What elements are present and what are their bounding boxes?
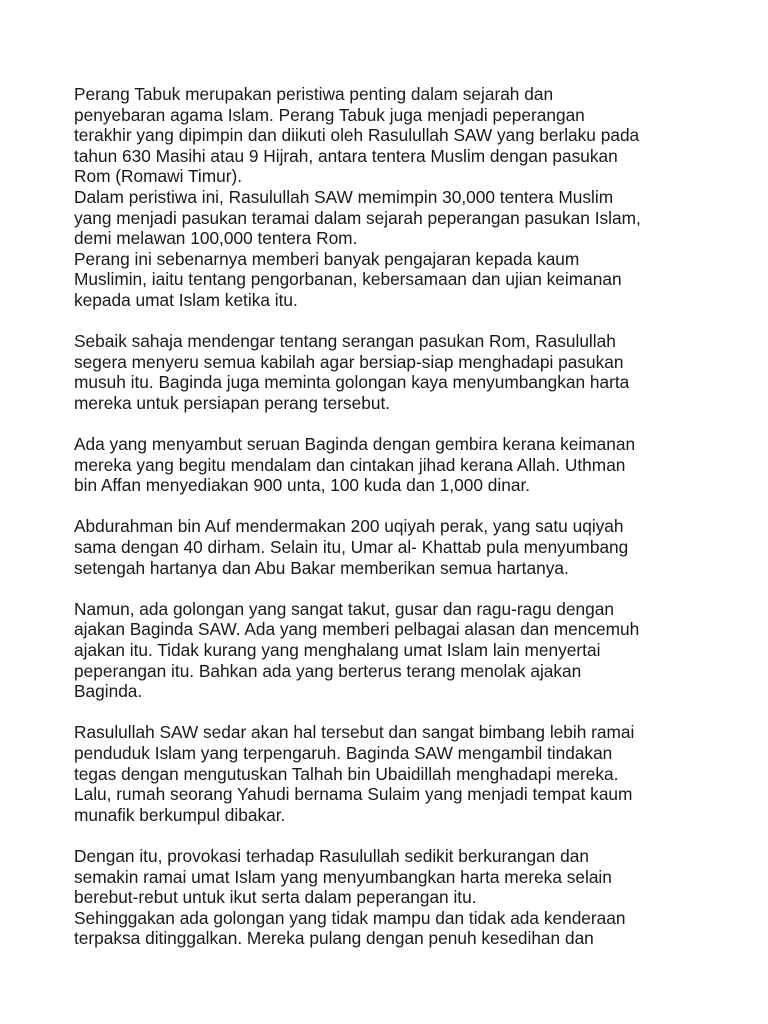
- paragraph: [74, 908, 714, 949]
- text-line: Muslimin, iaitu tentang pengorbanan, kebersamaan dan ujian keimanan: [74, 269, 622, 290]
- paragraph: [74, 599, 714, 702]
- text-line: ajakan itu. Tidak kurang yang menghalang umat Islam lain menyertai: [74, 640, 601, 661]
- text-line: Abdurahman bin Auf mendermakan 200 uqiyah perak, yang satu uqiyah: [74, 516, 624, 537]
- text-line: Ada yang menyambut seruan Baginda dengan gembira kerana keimanan: [74, 434, 636, 455]
- paragraph: [74, 516, 714, 578]
- paragraph: [74, 331, 714, 413]
- text-line: Namun, ada golongan yang sangat takut, gusar dan ragu-ragu dengan: [74, 598, 614, 619]
- text-line: berebut-rebut untuk ikut serta dalam peperangan itu.: [74, 887, 477, 908]
- paragraph-gap: [74, 414, 714, 435]
- text-line: kepada umat Islam ketika itu.: [74, 289, 298, 310]
- paragraph-gap: [74, 496, 714, 517]
- paragraph: [74, 434, 714, 496]
- text-line: Rom (Romawi Timur).: [74, 166, 243, 187]
- paragraph-gap: [74, 825, 714, 846]
- text-line: Baginda.: [74, 681, 143, 702]
- paragraph: [74, 846, 714, 908]
- text-line: tahun 630 Masihi atau 9 Hijrah, antara tentera Muslim dengan pasukan: [74, 145, 618, 166]
- text-line: Lalu, rumah seorang Yahudi bernama Sulaim yang menjadi tempat kaum: [74, 784, 633, 805]
- text-line: terpaksa ditinggalkan. Mereka pulang dengan penuh kesedihan dan: [74, 928, 594, 949]
- paragraph: [74, 249, 714, 311]
- text-line: peperangan itu. Bahkan ada yang berterus terang menolak ajakan: [74, 660, 582, 681]
- text-line: Dalam peristiwa ini, Rasulullah SAW memimpin 30,000 tentera Muslim: [74, 186, 614, 207]
- text-line: penyebaran agama Islam. Perang Tabuk juga menjadi peperangan: [74, 104, 585, 125]
- paragraph: [74, 84, 714, 187]
- text-line: mereka untuk persiapan perang tersebut.: [74, 392, 391, 413]
- paragraph: [74, 722, 714, 825]
- text-line: Perang ini sebenarnya memberi banyak pengajaran kepada kaum: [74, 248, 580, 269]
- text-line: demi melawan 100,000 tentera Rom.: [74, 228, 358, 249]
- text-line: penduduk Islam yang terpengaruh. Baginda SAW mengambil tindakan: [74, 743, 613, 763]
- text-line: terakhir yang dipimpin dan diikuti oleh Rasulullah SAW yang berlaku pada: [74, 125, 640, 146]
- paragraph-gap: [74, 311, 714, 332]
- text-line: Sehinggakan ada golongan yang tidak mampu dan tidak ada kenderaan: [74, 907, 626, 928]
- paragraph: [74, 187, 714, 249]
- text-line: Perang Tabuk merupakan peristiwa penting dalam sejarah dan: [74, 84, 554, 104]
- text-line: semakin ramai umat Islam yang menyumbangkan harta mereka selain: [74, 866, 612, 887]
- text-line: musuh itu. Baginda juga meminta golongan kaya menyumbangkan harta: [74, 372, 630, 393]
- text-line: Dengan itu, provokasi terhadap Rasulullah sedikit berkurangan dan: [74, 845, 589, 866]
- text-line: Rasulullah SAW sedar akan hal tersebut dan sangat bimbang lebih ramai: [74, 722, 635, 743]
- paragraph-gap: [74, 702, 714, 723]
- text-line: mereka yang begitu mendalam dan cintakan jihad kerana Allah. Uthman: [74, 454, 626, 475]
- paragraph-gap: [74, 578, 714, 599]
- text-line: yang menjadi pasukan teramai dalam sejarah peperangan pasukan Islam,: [74, 207, 641, 228]
- text-line: Sebaik sahaja mendengar tentang serangan pasukan Rom, Rasulullah: [74, 331, 616, 352]
- document-body: [74, 84, 714, 949]
- text-line: munafik berkumpul dibakar.: [74, 804, 286, 825]
- text-line: tegas dengan mengutuskan Talhah bin Ubaidillah menghadapi mereka.: [74, 763, 619, 784]
- text-line: setengah hartanya dan Abu Bakar memberikan semua hartanya.: [74, 557, 569, 578]
- text-line: segera menyeru semua kabilah agar bersiap-siap menghadapi pasukan: [74, 351, 624, 372]
- text-line: sama dengan 40 dirham. Selain itu, Umar al- Khattab pula menyumbang: [74, 537, 629, 558]
- text-line: ajakan Baginda SAW. Ada yang memberi pelbagai alasan dan mencemuh: [74, 619, 640, 640]
- text-line: bin Affan menyediakan 900 unta, 100 kuda dan 1,000 dinar.: [74, 475, 531, 496]
